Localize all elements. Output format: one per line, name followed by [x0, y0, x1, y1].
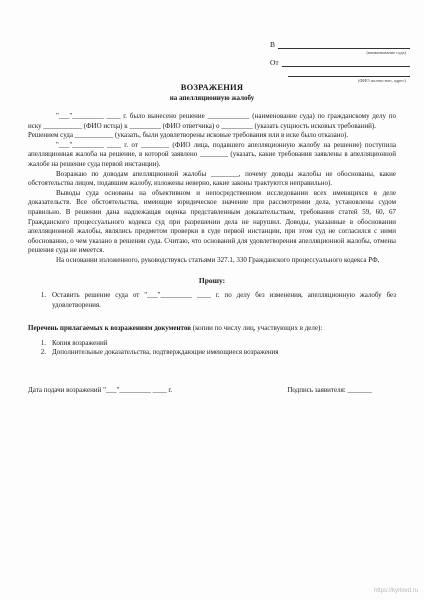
document-title: ВОЗРАЖЕНИЯ	[180, 82, 244, 92]
attachments-note: (копии по числу лиц, участвующих в деле):	[191, 324, 323, 333]
request-list	[28, 291, 396, 310]
applicant-caption: (ФИО полностью, адрес)	[357, 78, 406, 83]
attachments-title: Перечень прилагаемых к возражениям документов	[28, 324, 191, 333]
signature-row	[28, 386, 396, 396]
list-number: 1.	[40, 291, 46, 300]
request-heading: Прошу:	[198, 275, 226, 285]
paragraph-appeal: "___"_________ ____ г. от ________ (ФИО лица, подавшего апелляционную жалобу на решение) поступила апелляционная жалоба на решение, в которой заявлено ________ (указать, какие требования заявлены в апелляционной жалобе на решение суда первой инстанции).	[28, 140, 396, 168]
list-item	[28, 291, 396, 310]
paragraph-reasoning: Выводы суда основаны на объективном и непосредственном исследовании всех имеющихся в деле доказательств. Все обстоятельства, имеющие юридическое значение при рассмотрении дела, установлены судом правильно. В решении дана надлежащая оценка представленным доказательствам, требования статей 59, 60, 67 Гражданского процессуального кодекса суд при разрешении дела не нарушил. Доводы, указанные в обосновании апелляционной жалобы, являлись предметом проверки в суде первой инстанции, при этом суд не согласился с ними обоснованно, о чем указано в решении суда. Считаю, что оснований для удовлетворения апелляционной жалобы, отмены решения суда не имеется.	[28, 188, 396, 255]
list-item	[28, 339, 396, 349]
applicant-blank-2	[288, 67, 410, 77]
list-text: Оставить решение суда от "___"_________ ____ г. по делу без изменения, апелляционную жалобу без удовлетворения.	[52, 291, 396, 309]
applicant-line	[270, 58, 410, 67]
list-text: Копия возражений	[52, 338, 108, 347]
list-text: Дополнительные доказательства, подтверждающие имеющиеся возражения	[52, 348, 279, 357]
addressee-block	[270, 40, 410, 83]
applicant-signature: Подпись заявителя: _______	[287, 386, 372, 395]
attachments-list	[28, 339, 396, 358]
paragraph-objection: Возражаю по доводам апелляционной жалобы ________, почему доводы жалобы не обоснованы, какие обстоятельства лицом, подавшим жалобу, изложены неверно, какие законы трактуются неправильно).	[28, 169, 396, 188]
list-item	[28, 348, 396, 358]
from-prefix: От	[270, 58, 279, 67]
applicant-blank	[282, 58, 410, 67]
list-number: 2.	[40, 348, 46, 357]
attachments-heading	[28, 324, 396, 334]
document-body	[28, 112, 396, 396]
court-blank	[278, 40, 410, 49]
watermark: https://kyrlovd.ru	[373, 588, 418, 594]
paragraph-ruling: Решением суда ___________ (указать, были удовлетворены исковые требования или в иске было отказано).	[28, 131, 349, 140]
court-line	[270, 40, 410, 49]
filing-date: Дата подачи возражений "___"_________ ____ г.	[28, 386, 173, 395]
to-prefix: В	[270, 40, 276, 49]
paragraph-decision: "___"_________ ____ г. было вынесено решение ____________ (наименование суда) по гражданскому делу по иску ___________ (ФИО истца) к _________ (ФИО ответчика) о _________ (указать сущность исковых требований).	[28, 112, 396, 130]
court-caption: (наименование суда)	[366, 50, 406, 55]
document-subtitle: на апелляционную жалобу	[169, 94, 255, 102]
paragraph-legal-basis: На основании изложенного, руководствуясь статьями 327.1, 330 Гражданского процессуального кодекса РФ,	[56, 255, 380, 264]
list-number: 1.	[40, 338, 46, 347]
